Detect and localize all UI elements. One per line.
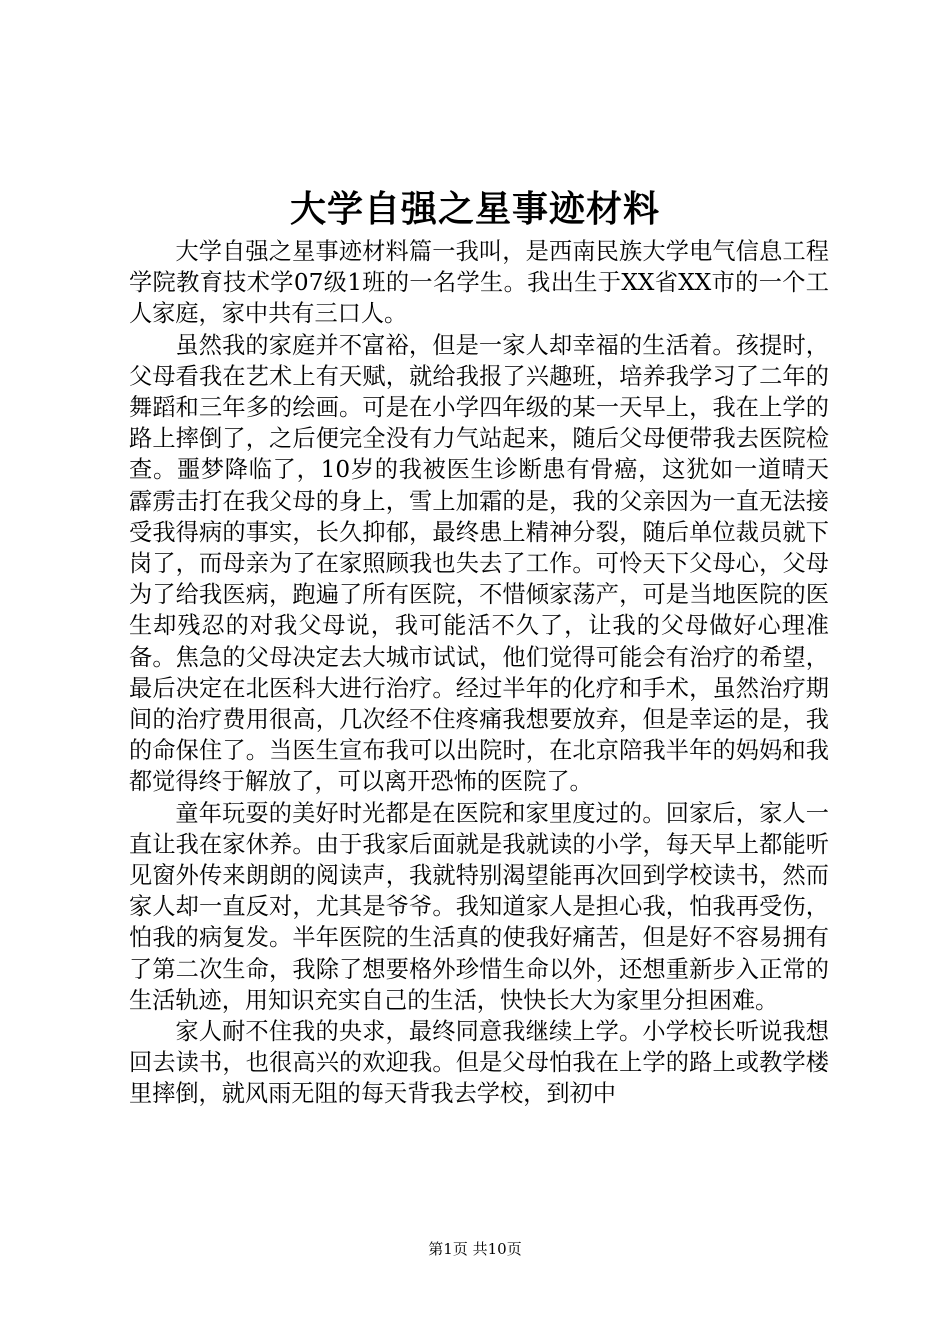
paragraph-2: 虽然我的家庭并不富裕，但是一家人却幸福的生活着。孩提时，父母看我在艺术上有天赋，就给我报了兴趣班，培养我学习了二年的舞蹈和三年多的绘画。可是在小学四年级的某一天早上，我在上学的路上摔倒了，之后便完全没有力气站起来，随后父母便带我去医院检查。噩梦降临了，10岁的我被医生诊断患有骨癌，这犹如一道晴天霹雳击打在我父母的身上，雪上加霜的是，我的父亲因为一直无法接受我得病的事实，长久抑郁，最终患上精神分裂，随后单位裁员就下岗了，而母亲为了在家照顾我也失去了工作。可怜天下父母心，父母为了给我医病，跑遍了所有医院，不惜倾家荡产，可是当地医院的医生却残忍的对我父母说，我可能活不久了，让我的父母做好心理准备。焦急的父母决定去大城市试试，他们觉得可能会有治疗的希望，最后决定在北医科大进行治疗。经过半年的化疗和手术，虽然治疗期间的治疗费用很高，几次经不住疼痛我想要放弃，但是幸运的是，我的命保住了。当医生宣布我可以出院时，在北京陪我半年的妈妈和我都觉得终于解放了，可以离开恐怖的医院了。: [129, 331, 829, 796]
document-title: 大学自强之星事迹材料: [289, 188, 660, 230]
paragraph-3: 童年玩耍的美好时光都是在医院和家里度过的。回家后，家人一直让我在家休养。由于我家后面就是我就读的小学，每天早上都能听见窗外传来朗朗的阅读声，我就特别渴望能再次回到学校读书，然而家人却一直反对，尤其是爷爷。我知道家人是担心我，怕我再受伤，怕我的病复发。半年医院的生活真的使我好痛苦，但是好不容易拥有了第二次生命，我除了想要格外珍惜生命以外，还想重新步入正常的生活轨迹，用知识充实自己的生活，快快长大为家里分担困难。: [129, 799, 829, 1014]
paragraph-4: 家人耐不住我的央求，最终同意我继续上学。小学校长听说我想回去读书，也很高兴的欢迎我。但是父母怕我在上学的路上或教学楼里摔倒，就风雨无阻的每天背我去学校，到初中: [129, 1018, 829, 1108]
page-footer: 第1页 共10页: [428, 1240, 522, 1258]
paragraph-1: 大学自强之星事迹材料篇一我叫，是西南民族大学电气信息工程学院教育技术学07级1班的一名学生。我出生于XX省XX市的一个工人家庭，家中共有三口人。: [129, 238, 829, 328]
document-body: [129, 236, 829, 1110]
